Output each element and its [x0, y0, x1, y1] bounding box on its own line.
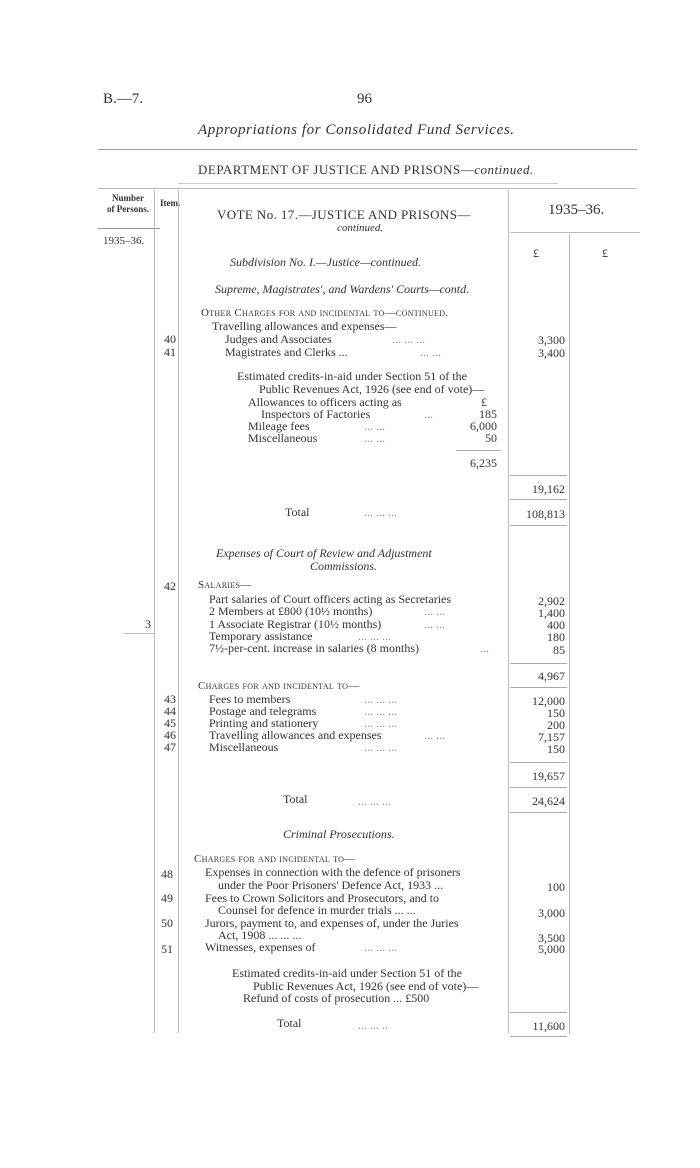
line-amount: 3,000 [538, 906, 565, 920]
page-number: 96 [357, 91, 372, 107]
section1-subtotal: 19,162 [532, 482, 565, 496]
credits-total: 6,235 [470, 456, 497, 470]
line-label: 1 Associate Registrar (10½ months) [209, 617, 382, 631]
page-ref: B.—7. [103, 91, 144, 107]
vote-continued: continued. [337, 222, 384, 234]
line-label: Judges and Associates [225, 332, 332, 346]
line-dots: ... ... ... [358, 629, 391, 643]
page-title: Appropriations for Consolidated Fund Services. [198, 122, 515, 138]
total-dots: ... ... ... [358, 794, 391, 808]
credits-dots: ... ... [364, 419, 385, 433]
item-number: 40 [164, 332, 176, 346]
year-left: 1935–36. [103, 235, 145, 247]
line-label: Temporary assistance [209, 629, 313, 643]
line-label: Miscellaneous [209, 740, 279, 754]
line-label: Fees to members [209, 692, 291, 706]
total-rule [510, 525, 567, 526]
line-label: Witnesses, expenses of [205, 940, 316, 954]
pound-col2: £ [602, 246, 608, 260]
line-dots: ... ... [424, 728, 445, 742]
credits-dots: ... [424, 407, 433, 421]
rule-persons-item [154, 190, 155, 1033]
total-label: Total [277, 1016, 302, 1030]
total-label: Total [285, 505, 310, 519]
line-amount: 150 [547, 706, 565, 720]
credits-dots: ... ... [364, 431, 385, 445]
total-dots: ... ... .. [358, 1018, 388, 1032]
other-charges-heading: Other Charges for and incidental to—continued. [201, 307, 449, 319]
credits-rule [456, 450, 501, 451]
credits-line: Inspectors of Factories [261, 407, 371, 421]
line-dots: ... ... ... [364, 940, 397, 954]
item-number: 44 [164, 704, 176, 718]
line-label: 7½-per-cent. increase in salaries (8 months) [209, 641, 420, 655]
line-label: Printing and stationery [209, 716, 319, 730]
col-persons-line2: of Persons. [107, 204, 149, 214]
rule-item-desc [178, 190, 179, 1033]
department-continued: continued. [474, 162, 534, 177]
subtotal-rule [510, 663, 567, 664]
charges-subtotal: 19,657 [532, 769, 565, 783]
line-label: Counsel for defence in murder trials ... ... [218, 903, 416, 917]
persons-count: 3 [145, 617, 151, 631]
line-dots: ... [480, 641, 489, 655]
line-amount: 150 [547, 742, 565, 756]
col-persons-line1: Number [112, 193, 144, 203]
col-item-header: Item. [160, 198, 181, 208]
line-label: Expenses in connection with the defence of prisoners [205, 865, 461, 879]
line-amount: 100 [547, 880, 565, 894]
review-heading: Commissions. [310, 559, 378, 573]
department-rule [178, 183, 558, 184]
section1-total: 108,813 [526, 507, 565, 521]
header-rule-right [510, 232, 640, 233]
subtotal-rule [510, 499, 567, 500]
line-label: Part salaries of Court officers acting as Secretaries [209, 592, 452, 606]
credits-line: Allowances to officers acting as [248, 395, 402, 409]
item-number: 45 [164, 716, 176, 730]
line-amount: 200 [547, 718, 565, 732]
criminal-heading: Criminal Prosecutions. [283, 827, 395, 841]
title-rule [98, 149, 637, 150]
line-dots: ... ... ... [364, 704, 397, 718]
item-number: 47 [164, 740, 176, 754]
credits-line: Miscellaneous [248, 431, 318, 445]
criminal-charges-heading: Charges for and incidental to— [194, 853, 356, 865]
department-name: DEPARTMENT OF JUSTICE AND PRISONS— [198, 162, 475, 177]
subtotal-rule [510, 687, 567, 688]
subtotal-rule [510, 762, 567, 763]
credits-line: Public Revenues Act, 1926 (see end of vote)— [253, 979, 479, 993]
total-rule [510, 812, 567, 813]
line-dots: ... ... [424, 617, 445, 631]
salaries-total: 4,967 [538, 669, 565, 683]
item-number: 43 [164, 692, 176, 706]
line-amount: 400 [547, 618, 565, 632]
line-amount: 3,500 [538, 931, 565, 945]
credits-line: Refund of costs of prosecution ... £500 [243, 991, 430, 1005]
subdivision-heading: Subdivision No. I.—Justice—continued. [230, 255, 421, 269]
line-label: 2 Members at £800 (10½ months) [209, 604, 373, 618]
courts-heading: Supreme, Magistrates', and Wardens' Courts—contd. [215, 282, 470, 296]
line-amount: 180 [547, 630, 565, 644]
salaries-heading: Salaries— [198, 579, 252, 591]
subtotal-rule [510, 475, 567, 476]
col-persons-header [102, 193, 154, 215]
credits-line: Estimated credits-in-aid under Section 51 of the [232, 966, 462, 980]
line-dots: ... ... ... [392, 332, 425, 346]
header-rule-left [98, 228, 160, 229]
line-amount: 85 [553, 643, 565, 657]
line-label: Act, 1908 ... ... ... [218, 928, 302, 942]
line-amount: 5,000 [538, 942, 565, 956]
persons-rule [124, 633, 154, 634]
line-amount: 7,157 [538, 730, 565, 744]
credits-line: Estimated credits-in-aid under Section 51 of the [237, 369, 467, 383]
total-rule [510, 1012, 567, 1013]
line-dots: ... ... ... [364, 716, 397, 730]
line-label: Travelling allowances and expenses [209, 728, 382, 742]
credits-line: Mileage fees [248, 419, 310, 433]
item-number: 49 [161, 891, 173, 905]
pound-col1: £ [533, 246, 539, 260]
total-dots: ... ... ... [364, 505, 397, 519]
rule-desc-amount [508, 190, 509, 1033]
line-label: Fees to Crown Solicitors and Prosecutors, and to [205, 891, 439, 905]
section3-total: 11,600 [532, 1019, 565, 1033]
credits-amount: 6,000 [470, 419, 497, 433]
line-amount: 3,300 [538, 333, 565, 347]
line-dots: ... ... [424, 604, 445, 618]
item-number: 41 [164, 345, 176, 359]
line-label: Jurors, payment to, and expenses of, under the Juries [205, 916, 459, 930]
item-number: 51 [161, 942, 173, 956]
credits-amount: 185 [479, 407, 497, 421]
line-label: under the Poor Prisoners' Defence Act, 1933 ... [218, 878, 444, 892]
line-dots: ... ... [420, 345, 441, 359]
department-heading [198, 162, 534, 178]
rule-amount-total [569, 234, 570, 1034]
line-amount: 3,400 [538, 346, 565, 360]
year-header: 1935–36. [548, 202, 605, 218]
item-number: 42 [164, 579, 176, 593]
line-dots: ... ... ... [364, 740, 397, 754]
review-heading: Expenses of Court of Review and Adjustment [216, 546, 432, 560]
section2-total: 24,624 [532, 794, 565, 808]
credits-line: Public Revenues Act, 1926 (see end of vote)— [259, 382, 485, 396]
charges-heading: Charges for and incidental to— [198, 680, 360, 692]
total-label: Total [283, 792, 308, 806]
line-amount: 1,400 [538, 606, 565, 620]
travelling-heading: Travelling allowances and expenses— [212, 319, 397, 333]
line-amount: 2,902 [538, 594, 565, 608]
credits-amount: 50 [485, 431, 497, 445]
line-dots: ... ... ... [364, 692, 397, 706]
subtotal-rule [510, 787, 567, 788]
line-label: Postage and telegrams [209, 704, 317, 718]
header-rule-top [98, 188, 637, 189]
total-rule [510, 1036, 567, 1037]
item-number: 46 [164, 728, 176, 742]
vote-title: VOTE No. 17.—JUSTICE AND PRISONS— [217, 207, 471, 222]
item-number: 48 [161, 867, 173, 881]
line-label: Magistrates and Clerks ... [225, 345, 348, 359]
credits-currency: £ [481, 395, 487, 409]
item-number: 50 [161, 916, 173, 930]
line-amount: 12,000 [532, 694, 565, 708]
